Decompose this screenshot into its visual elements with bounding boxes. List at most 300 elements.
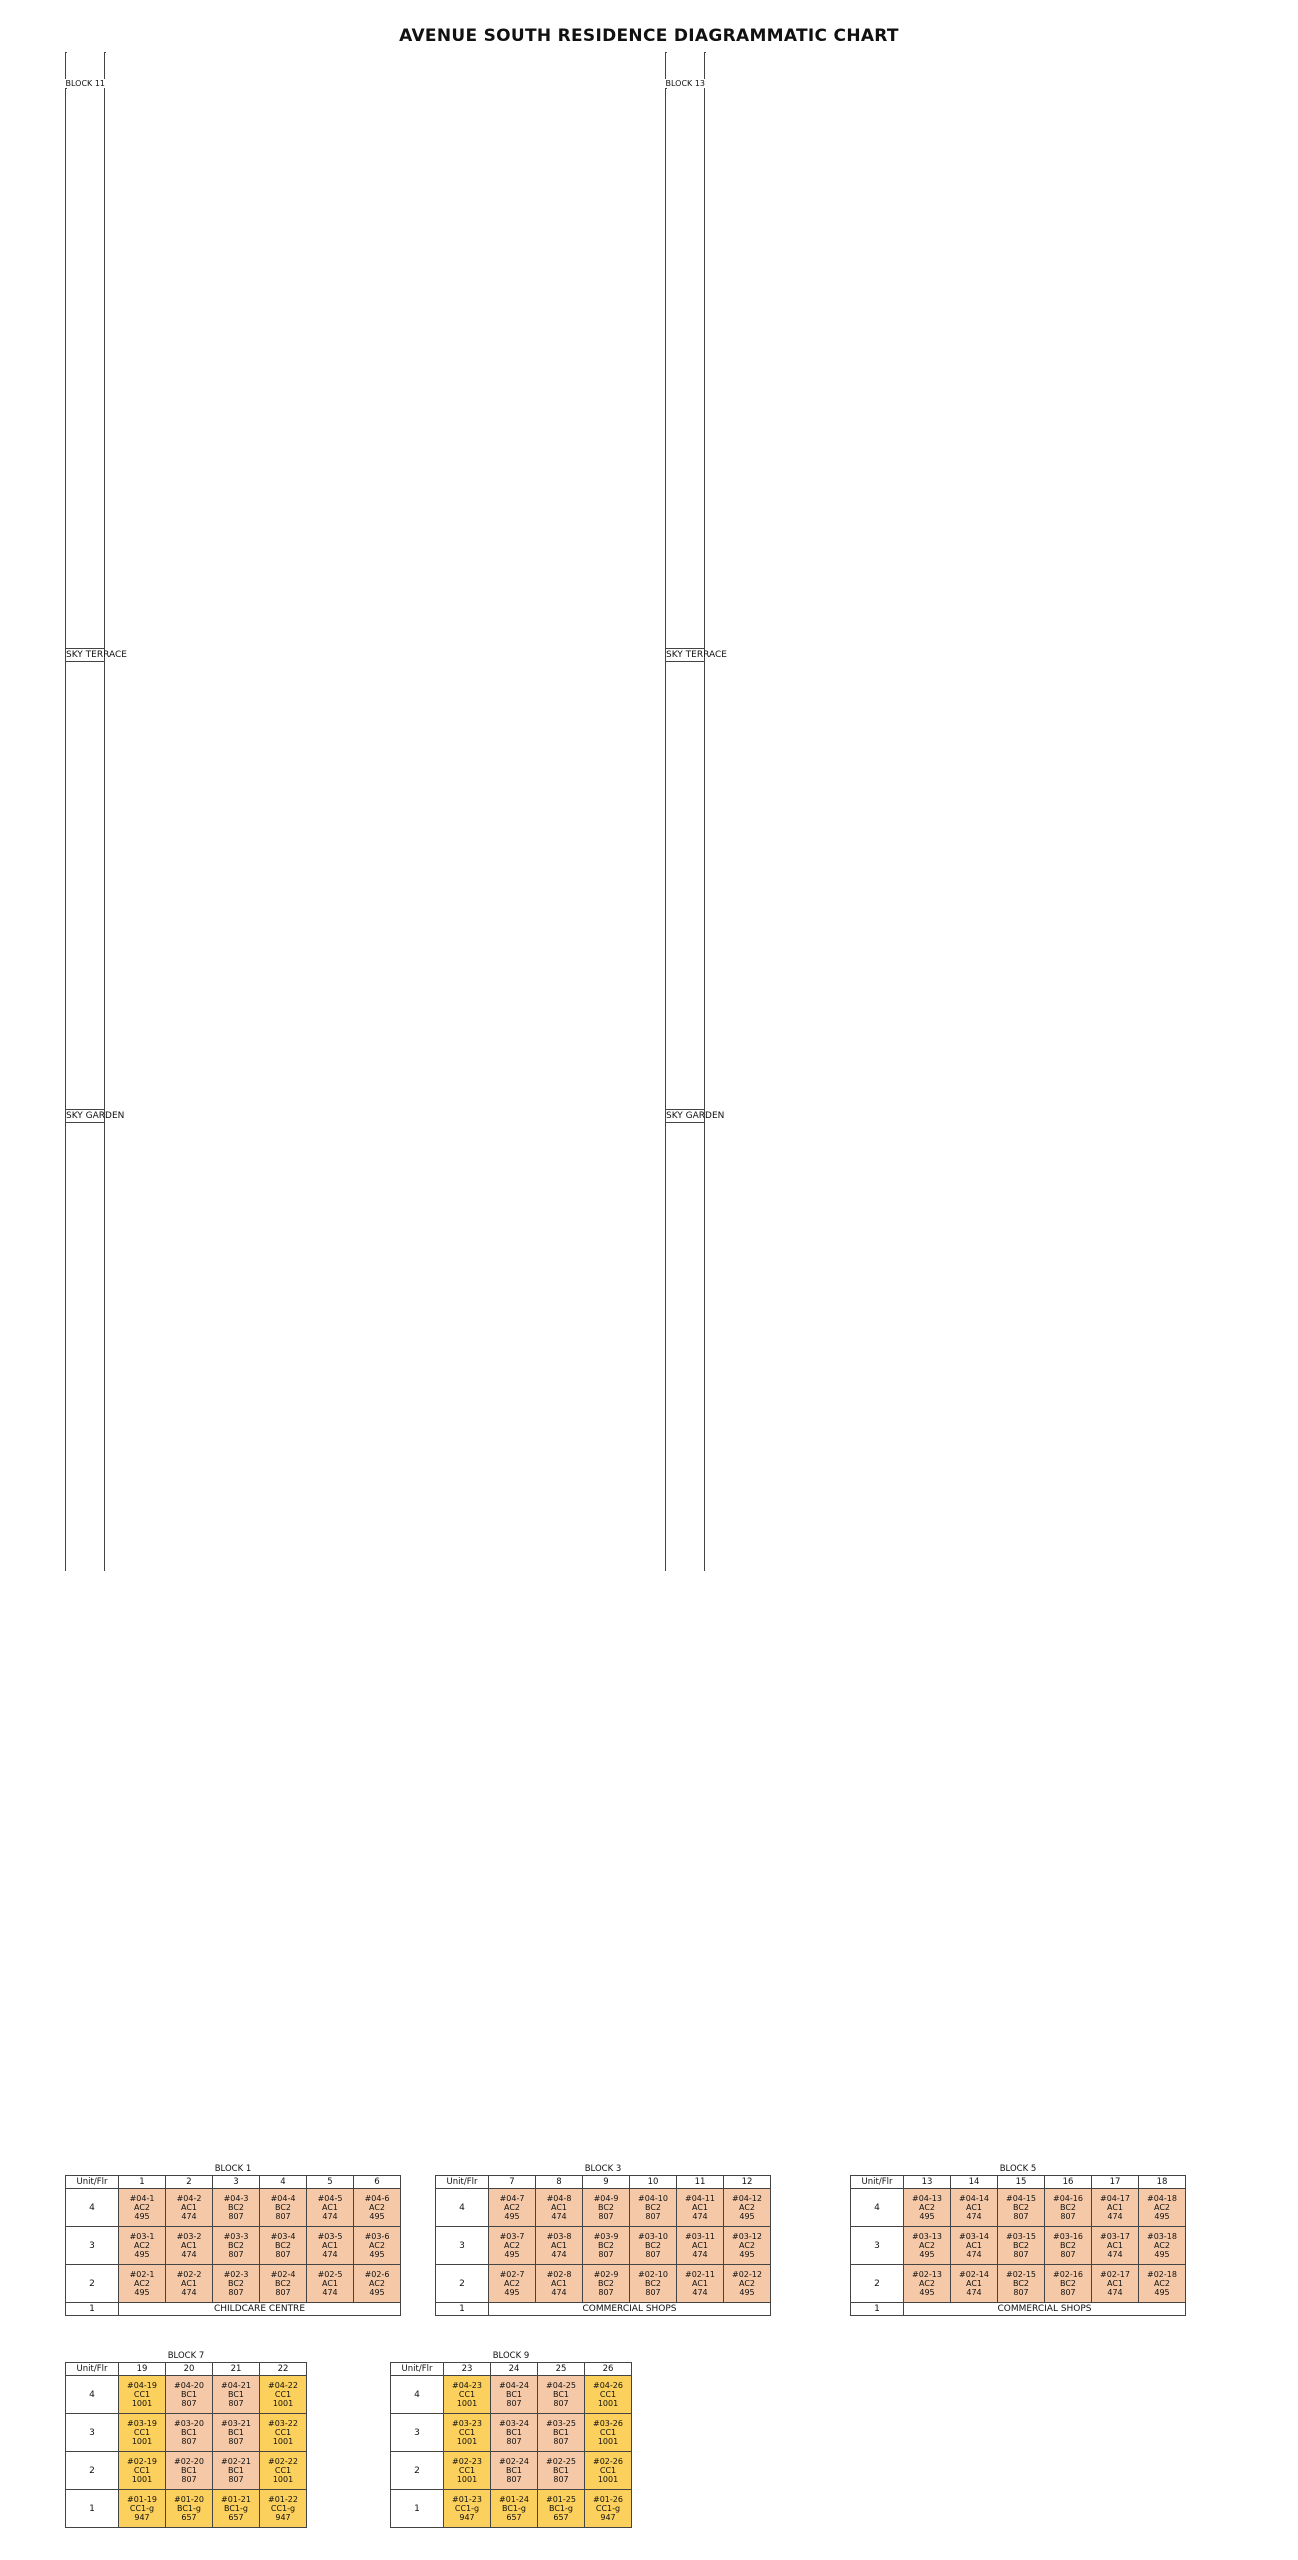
unit-cell xyxy=(951,2265,998,2303)
block-11-chart xyxy=(65,52,127,1571)
unit-column-header: 19 xyxy=(119,2363,166,2376)
unit-size: 947 xyxy=(459,2513,475,2522)
gap xyxy=(666,1179,705,1207)
unit-cell xyxy=(1045,2227,1092,2265)
unit-cell xyxy=(630,2189,677,2227)
unit-number: #02-9 xyxy=(593,2270,619,2279)
unit-type: BC1-g xyxy=(549,2504,573,2513)
unit-size: 807 xyxy=(181,2399,197,2408)
unit-cell xyxy=(166,2189,213,2227)
low-block-table xyxy=(850,2163,1186,2316)
unit-type: BC2 xyxy=(227,2279,245,2288)
gap xyxy=(66,1515,105,1543)
unit-number: #02-3 xyxy=(223,2270,249,2279)
unit-flr-header: Unit/Flr xyxy=(391,2363,444,2376)
gap xyxy=(666,746,705,774)
unit-size: 495 xyxy=(1154,2288,1170,2297)
unit-size: 495 xyxy=(1154,2212,1170,2221)
unit-size: 947 xyxy=(134,2513,150,2522)
unit-type: BC1 xyxy=(227,2390,245,2399)
gap xyxy=(666,1347,705,1375)
unit-cell xyxy=(489,2189,536,2227)
unit-cell xyxy=(307,2189,354,2227)
unit-cell xyxy=(444,2376,491,2414)
unit-column-header: 18 xyxy=(1139,2176,1186,2189)
unit-type: AC1 xyxy=(180,2279,197,2288)
unit-column-header: 3 xyxy=(213,2176,260,2189)
unit-size: 474 xyxy=(322,2250,338,2259)
unit-type: AC2 xyxy=(1153,2203,1170,2212)
unit-number: #03-18 xyxy=(1147,2232,1177,2241)
unit-cell xyxy=(904,2265,951,2303)
unit-cell xyxy=(538,2414,585,2452)
unit-cell xyxy=(213,2452,260,2490)
block-9-chart xyxy=(390,2350,632,2528)
unit-number: #02-25 xyxy=(546,2457,576,2466)
gap xyxy=(666,509,705,537)
unit-number: #04-17 xyxy=(1100,2194,1130,2203)
low-block-table xyxy=(390,2350,632,2528)
unit-size: 657 xyxy=(506,2513,522,2522)
unit-number: #02-22 xyxy=(268,2457,298,2466)
unit-type: AC2 xyxy=(918,2241,935,2250)
unit-number: #04-2 xyxy=(176,2194,202,2203)
block-title: BLOCK 5 xyxy=(999,2164,1037,2174)
unit-column-header: 4 xyxy=(260,2176,307,2189)
unit-number: #04-4 xyxy=(270,2194,296,2203)
unit-size: 474 xyxy=(966,2212,982,2221)
unit-cell xyxy=(119,2452,166,2490)
gap xyxy=(666,397,705,425)
unit-size: 807 xyxy=(553,2437,569,2446)
unit-type: AC2 xyxy=(503,2279,520,2288)
gap xyxy=(66,565,105,593)
floor-label: 4 xyxy=(436,2189,489,2227)
unit-size: 495 xyxy=(504,2212,520,2221)
unit-type: AC2 xyxy=(133,2241,150,2250)
gap xyxy=(666,1235,705,1263)
floor-label: 2 xyxy=(436,2265,489,2303)
unit-number: #04-3 xyxy=(223,2194,249,2203)
unit-cell xyxy=(724,2227,771,2265)
gap xyxy=(66,774,105,802)
unit-size: 807 xyxy=(275,2288,291,2297)
unit-type: AC1 xyxy=(550,2241,567,2250)
unit-type: BC2 xyxy=(1059,2279,1077,2288)
unit-cell xyxy=(724,2265,771,2303)
unit-column-header: 13 xyxy=(904,2176,951,2189)
gap xyxy=(66,145,105,173)
gap xyxy=(666,718,705,746)
unit-size: 807 xyxy=(506,2437,522,2446)
unit-type: CC1 xyxy=(458,2428,476,2437)
unit-number: #01-21 xyxy=(221,2495,251,2504)
unit-cell xyxy=(998,2227,1045,2265)
gap xyxy=(66,1235,105,1263)
gap xyxy=(666,229,705,257)
unit-cell xyxy=(1092,2227,1139,2265)
unit-size: 1001 xyxy=(272,2399,294,2408)
unit-size: 657 xyxy=(228,2513,244,2522)
band-floor-label: 1 xyxy=(436,2303,489,2316)
unit-cell xyxy=(1092,2189,1139,2227)
unit-number: #04-22 xyxy=(268,2381,298,2390)
unit-type: BC1-g xyxy=(177,2504,201,2513)
unit-size: 474 xyxy=(551,2212,567,2221)
unit-type: CC1 xyxy=(458,2390,476,2399)
unit-cell xyxy=(536,2227,583,2265)
unit-size: 474 xyxy=(692,2212,708,2221)
unit-size: 495 xyxy=(134,2288,150,2297)
unit-size: 807 xyxy=(598,2250,614,2259)
unit-type: CC1 xyxy=(274,2390,292,2399)
unit-number: #03-20 xyxy=(174,2419,204,2428)
unit-size: 1001 xyxy=(456,2437,478,2446)
unit-type: AC2 xyxy=(368,2279,385,2288)
gap xyxy=(66,89,105,117)
gap xyxy=(666,1082,705,1110)
unit-size: 657 xyxy=(553,2513,569,2522)
unit-cell xyxy=(491,2452,538,2490)
unit-number: #04-24 xyxy=(499,2381,529,2390)
gap xyxy=(666,802,705,830)
unit-type: CC1 xyxy=(274,2428,292,2437)
unit-cell xyxy=(538,2376,585,2414)
gap xyxy=(666,774,705,802)
unit-size: 1001 xyxy=(131,2399,153,2408)
unit-type: AC2 xyxy=(368,2203,385,2212)
unit-size: 807 xyxy=(1013,2212,1029,2221)
gap xyxy=(666,201,705,229)
unit-cell xyxy=(444,2490,491,2528)
unit-number: #03-14 xyxy=(959,2232,989,2241)
unit-cell xyxy=(119,2227,166,2265)
unit-number: #04-25 xyxy=(546,2381,576,2390)
block-3-chart xyxy=(435,2163,771,2316)
unit-cell xyxy=(166,2265,213,2303)
unit-cell xyxy=(119,2265,166,2303)
unit-number: #03-2 xyxy=(176,2232,202,2241)
unit-cell xyxy=(491,2414,538,2452)
unit-size: 807 xyxy=(275,2250,291,2259)
unit-number: #04-23 xyxy=(452,2381,482,2390)
unit-cell xyxy=(166,2227,213,2265)
unit-column-header: 14 xyxy=(951,2176,998,2189)
unit-cell xyxy=(260,2376,307,2414)
unit-number: #02-18 xyxy=(1147,2270,1177,2279)
gap xyxy=(666,1319,705,1347)
gap xyxy=(666,89,705,117)
unit-cell xyxy=(260,2265,307,2303)
unit-cell xyxy=(904,2189,951,2227)
unit-cell xyxy=(1092,2265,1139,2303)
low-block-table xyxy=(65,2163,401,2316)
unit-cell xyxy=(630,2227,677,2265)
unit-cell xyxy=(213,2414,260,2452)
block-7-chart xyxy=(65,2350,307,2528)
sky-terrace-band: SKY TERRACE xyxy=(666,650,727,660)
unit-column-header: 16 xyxy=(1045,2176,1092,2189)
unit-flr-header: Unit/Flr xyxy=(66,2176,119,2189)
gap xyxy=(66,942,105,970)
unit-number: #02-10 xyxy=(638,2270,668,2279)
floor-label: 4 xyxy=(391,2376,444,2414)
unit-cell xyxy=(491,2490,538,2528)
gap xyxy=(66,229,105,257)
unit-number: #03-3 xyxy=(223,2232,249,2241)
unit-number: #04-5 xyxy=(317,2194,343,2203)
unit-size: 474 xyxy=(1107,2288,1123,2297)
unit-size: 474 xyxy=(181,2212,197,2221)
unit-number: #03-19 xyxy=(127,2419,157,2428)
unit-size: 1001 xyxy=(597,2475,619,2484)
unit-cell xyxy=(1045,2189,1092,2227)
unit-type: CC1 xyxy=(274,2466,292,2475)
unit-cell xyxy=(166,2452,213,2490)
unit-size: 495 xyxy=(919,2288,935,2297)
unit-size: 1001 xyxy=(131,2437,153,2446)
unit-type: BC1 xyxy=(505,2466,523,2475)
unit-number: #02-6 xyxy=(364,2270,390,2279)
unit-size: 807 xyxy=(598,2288,614,2297)
unit-type: CC1-g xyxy=(270,2504,296,2513)
unit-cell xyxy=(260,2452,307,2490)
unit-cell xyxy=(677,2265,724,2303)
unit-column-header: 2 xyxy=(166,2176,213,2189)
gap xyxy=(666,173,705,201)
unit-type: BC2 xyxy=(274,2203,292,2212)
unit-type: BC2 xyxy=(644,2203,662,2212)
unit-type: BC1-g xyxy=(502,2504,526,2513)
unit-type: AC1 xyxy=(965,2203,982,2212)
unit-number: #03-22 xyxy=(268,2419,298,2428)
unit-number: #03-10 xyxy=(638,2232,668,2241)
gap xyxy=(666,565,705,593)
unit-type: AC1 xyxy=(965,2241,982,2250)
unit-cell xyxy=(538,2452,585,2490)
gap xyxy=(666,1123,705,1151)
floor-label: 2 xyxy=(391,2452,444,2490)
gap xyxy=(666,1263,705,1291)
unit-number: #04-8 xyxy=(546,2194,572,2203)
floor-label: 3 xyxy=(851,2227,904,2265)
unit-type: CC1-g xyxy=(454,2504,480,2513)
unit-column-header: 21 xyxy=(213,2363,260,2376)
unit-cell xyxy=(583,2189,630,2227)
gap xyxy=(66,369,105,397)
unit-number: #04-14 xyxy=(959,2194,989,2203)
unit-number: #04-7 xyxy=(499,2194,525,2203)
unit-cell xyxy=(538,2490,585,2528)
gap xyxy=(66,802,105,830)
unit-number: #01-22 xyxy=(268,2495,298,2504)
unit-size: 947 xyxy=(600,2513,616,2522)
unit-cell xyxy=(1139,2189,1186,2227)
unit-size: 807 xyxy=(553,2475,569,2484)
unit-cell xyxy=(166,2414,213,2452)
unit-type: AC2 xyxy=(368,2241,385,2250)
unit-size: 807 xyxy=(598,2212,614,2221)
unit-type: AC2 xyxy=(503,2241,520,2250)
unit-size: 657 xyxy=(181,2513,197,2522)
unit-size: 474 xyxy=(1107,2212,1123,2221)
unit-type: AC1 xyxy=(180,2203,197,2212)
unit-cell xyxy=(307,2265,354,2303)
gap xyxy=(66,509,105,537)
unit-number: #03-17 xyxy=(1100,2232,1130,2241)
gap xyxy=(66,1151,105,1179)
floor-label: 2 xyxy=(66,2452,119,2490)
floor-label: 3 xyxy=(66,2414,119,2452)
unit-number: #03-6 xyxy=(364,2232,390,2241)
block-label: BLOCK 13 xyxy=(665,79,706,88)
unit-number: #01-25 xyxy=(546,2495,576,2504)
unit-size: 474 xyxy=(966,2288,982,2297)
gap xyxy=(666,1543,705,1571)
unit-size: 807 xyxy=(1060,2250,1076,2259)
unit-number: #02-19 xyxy=(127,2457,157,2466)
unit-size: 807 xyxy=(506,2399,522,2408)
unit-number: #04-10 xyxy=(638,2194,668,2203)
unit-number: #04-15 xyxy=(1006,2194,1036,2203)
unit-number: #02-14 xyxy=(959,2270,989,2279)
floor-label: 3 xyxy=(391,2414,444,2452)
unit-cell xyxy=(213,2490,260,2528)
gap xyxy=(66,1543,105,1571)
gap xyxy=(66,662,105,690)
unit-type: AC2 xyxy=(918,2203,935,2212)
gap xyxy=(66,53,105,79)
gap xyxy=(666,1151,705,1179)
unit-cell xyxy=(998,2189,1045,2227)
unit-type: BC1 xyxy=(180,2390,198,2399)
unit-cell xyxy=(585,2376,632,2414)
unit-number: #03-25 xyxy=(546,2419,576,2428)
unit-size: 495 xyxy=(739,2250,755,2259)
unit-type: BC2 xyxy=(274,2241,292,2250)
unit-type: BC2 xyxy=(597,2279,615,2288)
unit-number: #02-2 xyxy=(176,2270,202,2279)
ground-floor-use: CHILDCARE CENTRE xyxy=(119,2303,401,2316)
unit-size: 1001 xyxy=(272,2475,294,2484)
unit-cell xyxy=(724,2189,771,2227)
unit-size: 807 xyxy=(228,2399,244,2408)
unit-cell xyxy=(677,2227,724,2265)
gap xyxy=(666,1026,705,1054)
unit-cell xyxy=(585,2490,632,2528)
unit-type: AC1 xyxy=(1106,2279,1123,2288)
block-title: BLOCK 7 xyxy=(167,2351,205,2361)
unit-size: 1001 xyxy=(597,2437,619,2446)
gap xyxy=(66,201,105,229)
unit-type: AC1 xyxy=(691,2203,708,2212)
unit-column-header: 23 xyxy=(444,2363,491,2376)
unit-type: AC1 xyxy=(550,2279,567,2288)
unit-type: BC2 xyxy=(1012,2203,1030,2212)
gap xyxy=(66,1263,105,1291)
unit-cell xyxy=(354,2227,401,2265)
unit-type: CC1 xyxy=(458,2466,476,2475)
unit-size: 495 xyxy=(369,2212,385,2221)
unit-number: #04-19 xyxy=(127,2381,157,2390)
floor-label: 2 xyxy=(66,2265,119,2303)
unit-type: BC2 xyxy=(227,2203,245,2212)
unit-cell xyxy=(444,2414,491,2452)
unit-type: BC2 xyxy=(1012,2241,1030,2250)
gap xyxy=(66,1291,105,1319)
floor-label: 4 xyxy=(66,2189,119,2227)
gap xyxy=(666,285,705,313)
unit-column-header: 8 xyxy=(536,2176,583,2189)
unit-size: 474 xyxy=(322,2288,338,2297)
unit-cell xyxy=(951,2227,998,2265)
unit-size: 495 xyxy=(134,2250,150,2259)
unit-size: 807 xyxy=(645,2250,661,2259)
unit-type: BC1 xyxy=(227,2466,245,2475)
gap xyxy=(666,1431,705,1459)
gap xyxy=(66,425,105,453)
gap xyxy=(666,53,705,79)
unit-cell xyxy=(1139,2227,1186,2265)
unit-size: 474 xyxy=(181,2250,197,2259)
unit-cell xyxy=(536,2189,583,2227)
unit-number: #03-15 xyxy=(1006,2232,1036,2241)
unit-number: #03-12 xyxy=(732,2232,762,2241)
gap xyxy=(66,746,105,774)
unit-number: #01-24 xyxy=(499,2495,529,2504)
unit-column-header: 10 xyxy=(630,2176,677,2189)
sky-garden-band: SKY GARDEN xyxy=(66,1111,125,1121)
unit-size: 807 xyxy=(228,2288,244,2297)
gap xyxy=(66,886,105,914)
unit-type: AC1 xyxy=(1106,2241,1123,2250)
gap xyxy=(66,313,105,341)
unit-type: BC1 xyxy=(180,2466,198,2475)
unit-number: #03-23 xyxy=(452,2419,482,2428)
block-title: BLOCK 1 xyxy=(214,2164,252,2174)
unit-number: #02-24 xyxy=(499,2457,529,2466)
unit-number: #02-8 xyxy=(546,2270,572,2279)
unit-cell xyxy=(677,2189,724,2227)
unit-column-header: 12 xyxy=(724,2176,771,2189)
unit-number: #03-24 xyxy=(499,2419,529,2428)
unit-flr-header: Unit/Flr xyxy=(436,2176,489,2189)
unit-size: 495 xyxy=(134,2212,150,2221)
unit-number: #02-1 xyxy=(129,2270,155,2279)
gap xyxy=(66,173,105,201)
unit-number: #04-18 xyxy=(1147,2194,1177,2203)
unit-number: #02-26 xyxy=(593,2457,623,2466)
gap xyxy=(666,425,705,453)
unit-cell xyxy=(630,2265,677,2303)
unit-column-header: 20 xyxy=(166,2363,213,2376)
unit-size: 474 xyxy=(1107,2250,1123,2259)
unit-type: BC1-g xyxy=(224,2504,248,2513)
block-1-chart xyxy=(65,2163,401,2316)
unit-type: BC2 xyxy=(1012,2279,1030,2288)
unit-cell xyxy=(585,2452,632,2490)
unit-type: CC1 xyxy=(133,2428,151,2437)
unit-type: AC2 xyxy=(1153,2279,1170,2288)
unit-cell xyxy=(489,2227,536,2265)
gap xyxy=(666,537,705,565)
unit-size: 1001 xyxy=(131,2475,153,2484)
unit-size: 807 xyxy=(228,2250,244,2259)
gap xyxy=(666,1375,705,1403)
gap xyxy=(66,593,105,621)
unit-type: AC1 xyxy=(691,2241,708,2250)
unit-type: AC2 xyxy=(918,2279,935,2288)
